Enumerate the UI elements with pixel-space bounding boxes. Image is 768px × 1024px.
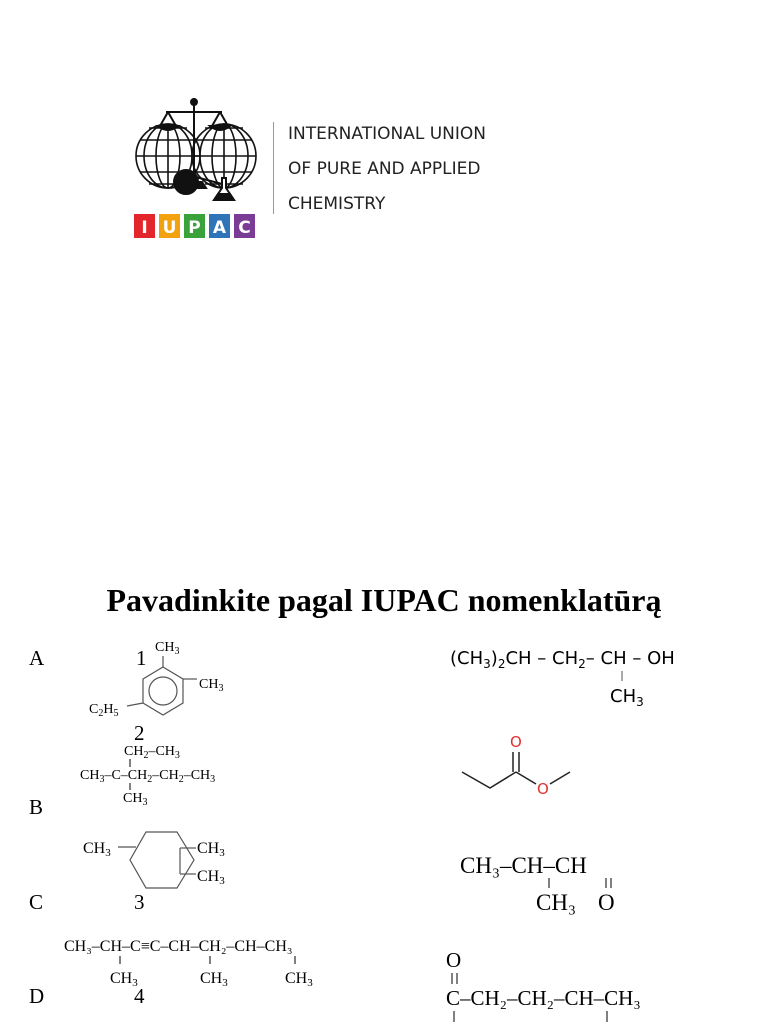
structure-4 xyxy=(62,930,362,990)
label-d: D xyxy=(29,984,45,1008)
org-name-line-3: CHEMISTRY xyxy=(288,194,386,214)
r1-main-chain: $(CH_3)_2CH - CH_2-$ CH – OH xyxy=(450,648,675,671)
right-structure-3 xyxy=(458,848,658,916)
s4-sub-1: CH3 xyxy=(110,970,138,989)
logo-letter-tiles xyxy=(134,214,255,238)
s2-bottom-group: $CH_3$ xyxy=(123,791,148,808)
org-name-line-1: INTERNATIONAL UNION xyxy=(288,124,486,144)
s3-left-group: CH3 xyxy=(83,840,111,859)
s4-sub-3: CH3 xyxy=(285,970,313,989)
number-2: 2 xyxy=(134,721,145,745)
s4-sub-2: CH3 xyxy=(200,970,228,989)
r3-main-chain: CH₃–CH–CH xyxy=(460,853,587,878)
number-1: 1 xyxy=(136,646,147,670)
r2-carbonyl-oxygen: O xyxy=(510,733,522,751)
right-structure-4 xyxy=(444,944,704,1022)
r3-oxygen: O xyxy=(598,890,615,915)
label-b: B xyxy=(29,795,44,819)
s2-main-chain: $CH_3-C-CH_2-CH_2-CH_3$ xyxy=(80,768,216,785)
page-title: Pavadinkite pagal IUPAC nomenklatūrą xyxy=(106,582,662,618)
s2-top-group: $CH_2-CH_3$ xyxy=(124,744,180,761)
logo-letter-i: I xyxy=(141,218,148,238)
org-name-line-2: OF PURE AND APPLIED xyxy=(288,159,481,179)
s3-right-group-2: CH3 xyxy=(197,868,225,887)
logo-divider xyxy=(273,122,274,214)
structure-1 xyxy=(85,634,245,724)
s1-top-group: $CH_3$ xyxy=(155,640,180,657)
label-a: A xyxy=(29,646,45,670)
structure-2 xyxy=(78,738,278,808)
s4-main-chain: CH₃–CH–C≡C–CH–CH₂–CH–CH₃ xyxy=(64,938,293,955)
r1-sub-group: $CH_3$ xyxy=(610,686,644,709)
r3-sub-group: CH₃ xyxy=(536,890,576,915)
logo-letter-p: P xyxy=(188,218,201,238)
logo-letter-a: A xyxy=(212,218,227,238)
s1-right-group: $CH_3$ xyxy=(199,677,224,694)
number-4: 4 xyxy=(134,984,145,1008)
r4-main-chain: C–CH₂–CH₂–CH–CH₃ xyxy=(446,986,641,1010)
right-structure-2 xyxy=(452,728,582,803)
logo-letter-u: U xyxy=(162,218,177,238)
right-structure-1 xyxy=(448,640,708,712)
number-3: 3 xyxy=(134,890,145,914)
r4-oxygen: O xyxy=(446,948,462,972)
r2-ester-oxygen: O xyxy=(537,780,549,798)
s3-right-group-1: CH3 xyxy=(197,840,225,859)
s1-left-group: $C_2H_5$ xyxy=(89,702,119,719)
iupac-logo xyxy=(130,96,260,241)
structure-3 xyxy=(80,828,250,892)
label-c: C xyxy=(29,890,44,914)
logo-letter-c: C xyxy=(238,218,251,238)
